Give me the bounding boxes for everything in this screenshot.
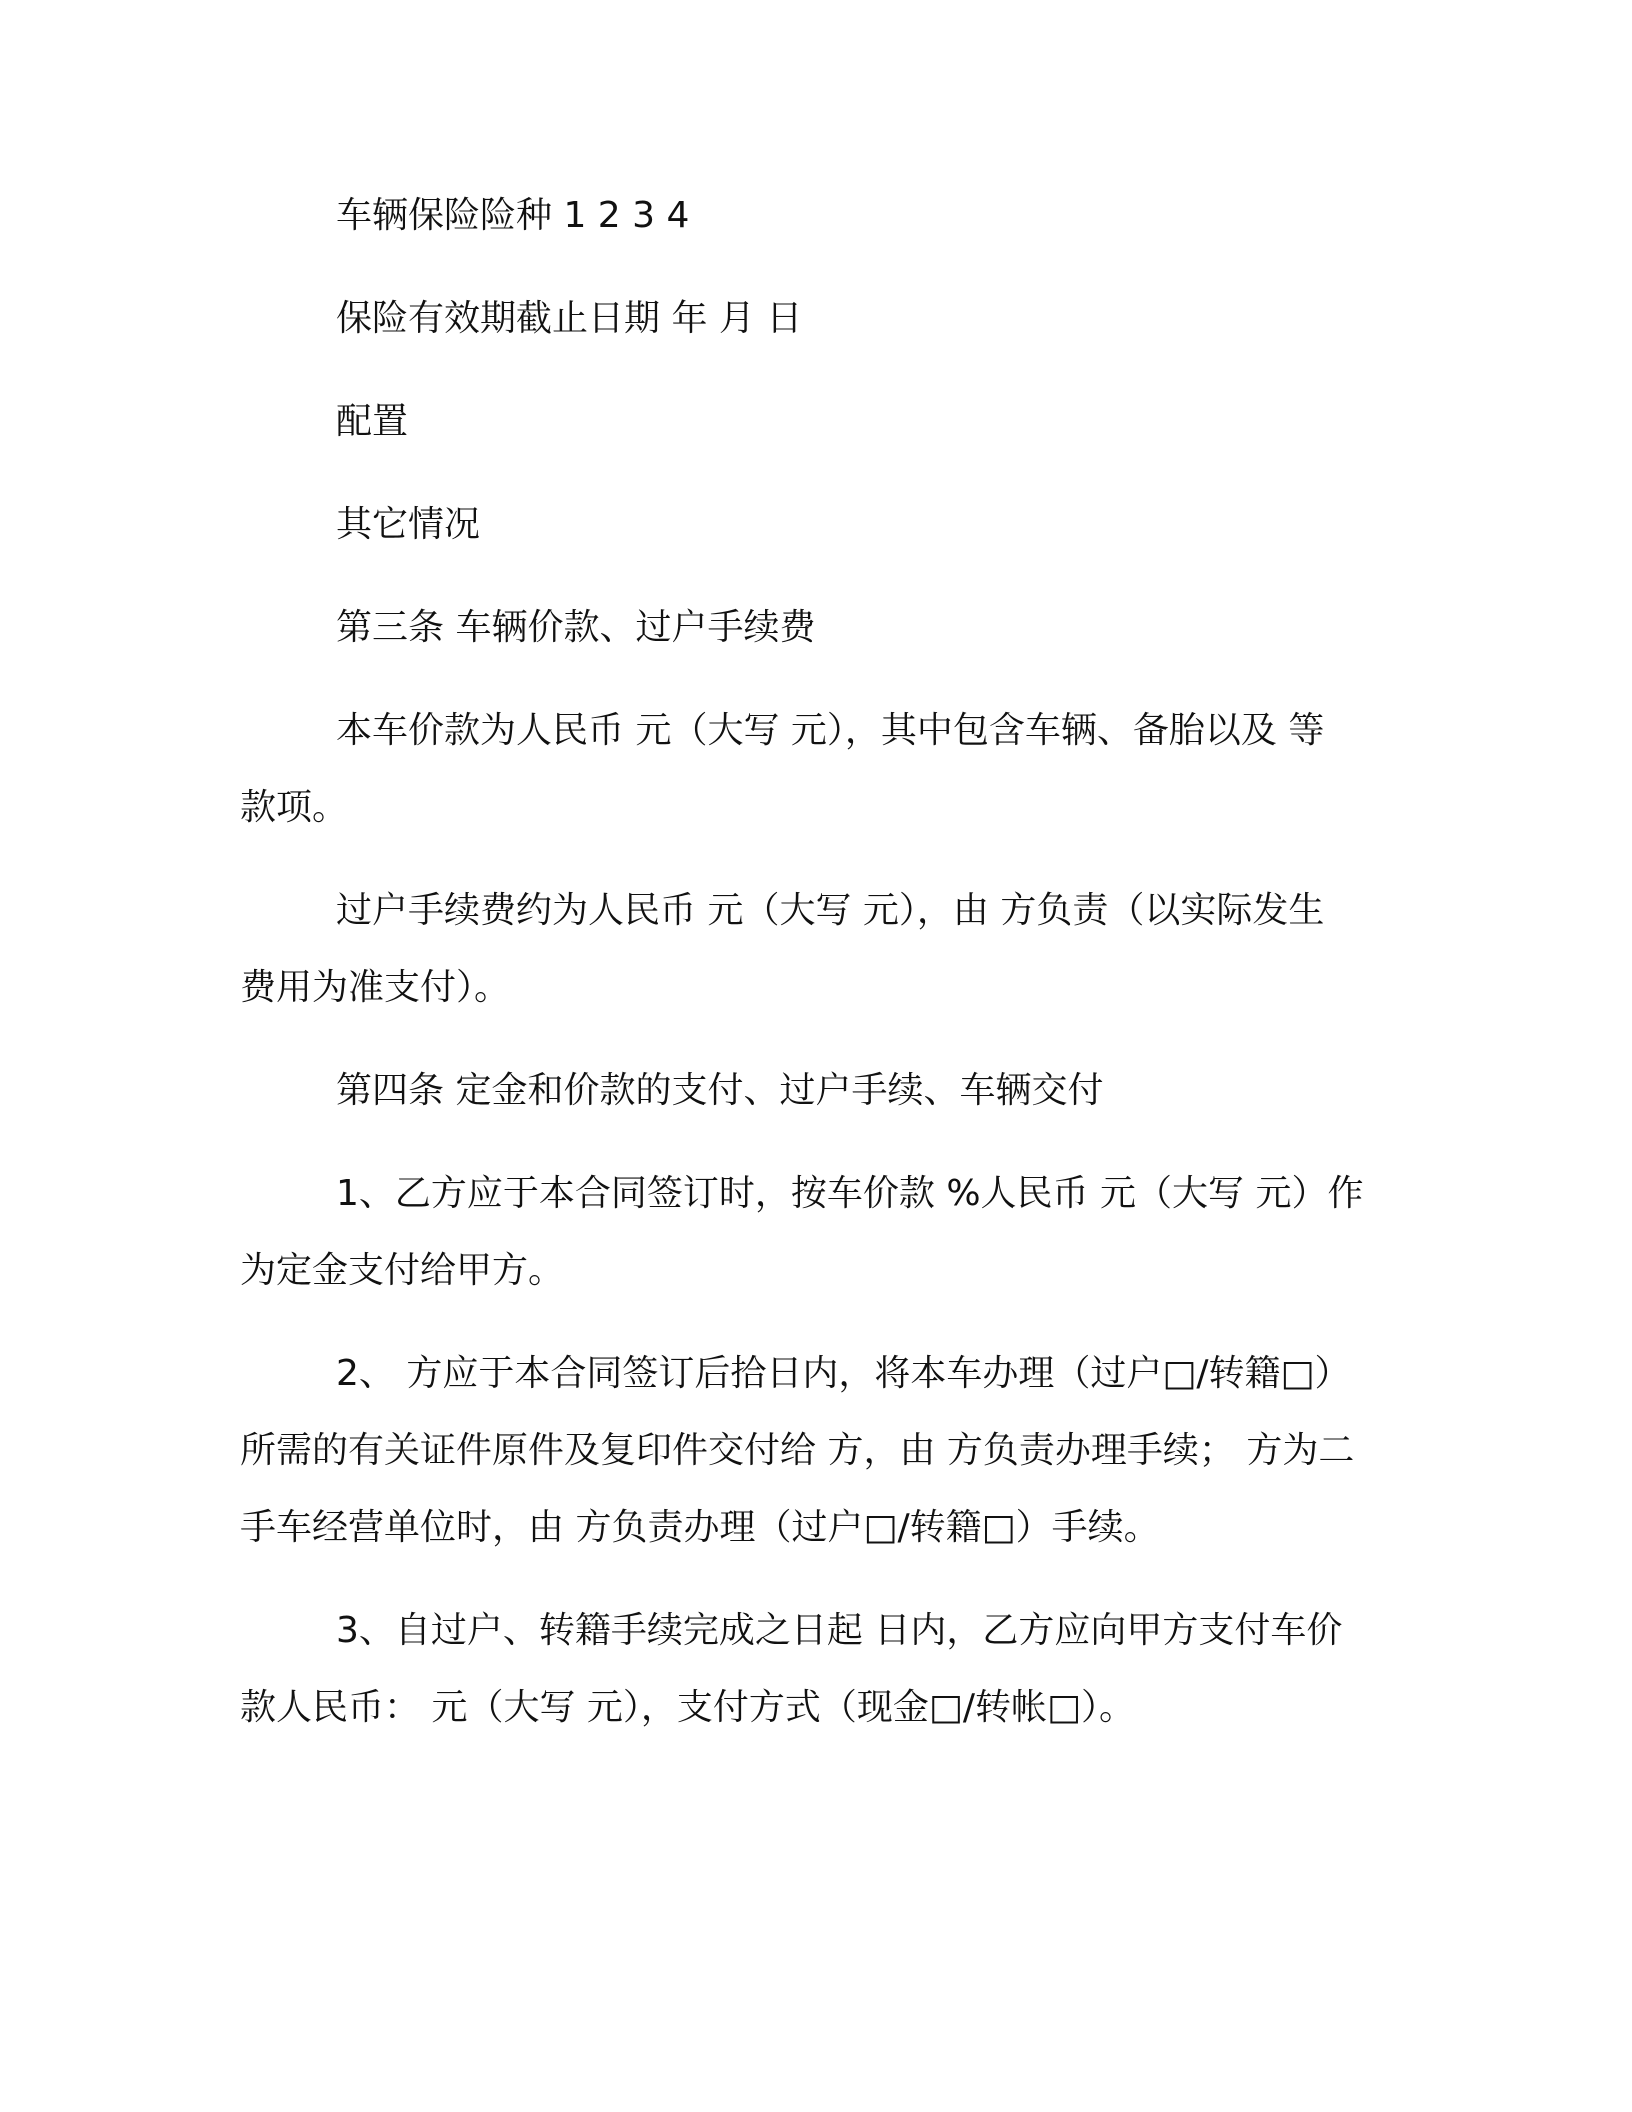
clause-1-line2: 为定金支付给甲方。 [240,1250,565,1291]
clause-1-line1: 1、乙方应于本合同签订时，按车价款 %人民币 元（大写 元）作 [336,1173,1364,1214]
clause-2-line1: 2、 方应于本合同签订后拾日内，将本车办理（过户□/转籍□） [336,1353,1351,1394]
vehicle-price-paragraph-line2: 款项。 [240,787,349,828]
clause-3-line1: 3、自过户、转籍手续完成之日起 日内，乙方应向甲方支付车价 [336,1610,1343,1651]
clause-2-line2: 所需的有关证件原件及复印件交付给 方，由 方负责办理手续； 方为二 [240,1430,1355,1471]
configuration-line: 配置 [336,401,409,442]
article-four-heading: 第四条 定金和价款的支付、过户手续、车辆交付 [336,1070,1104,1111]
article-three-heading: 第三条 车辆价款、过户手续费 [336,607,816,648]
transfer-fee-paragraph-line1: 过户手续费约为人民币 元（大写 元），由 方负责（以实际发生 [336,890,1325,931]
other-conditions-line: 其它情况 [336,504,481,545]
insurance-types-line: 车辆保险险种 1 2 3 4 [336,195,690,236]
insurance-expiry-line: 保险有效期截止日期 年 月 日 [336,298,803,339]
vehicle-price-paragraph-line1: 本车价款为人民币 元（大写 元），其中包含车辆、备胎以及 等 [336,710,1325,751]
transfer-fee-paragraph-line2: 费用为准支付）。 [240,967,511,1008]
clause-2-line3: 手车经营单位时，由 方负责办理（过户□/转籍□）手续。 [240,1507,1160,1548]
clause-3-line2: 款人民币： 元（大写 元），支付方式（现金□/转帐□）。 [240,1687,1136,1728]
